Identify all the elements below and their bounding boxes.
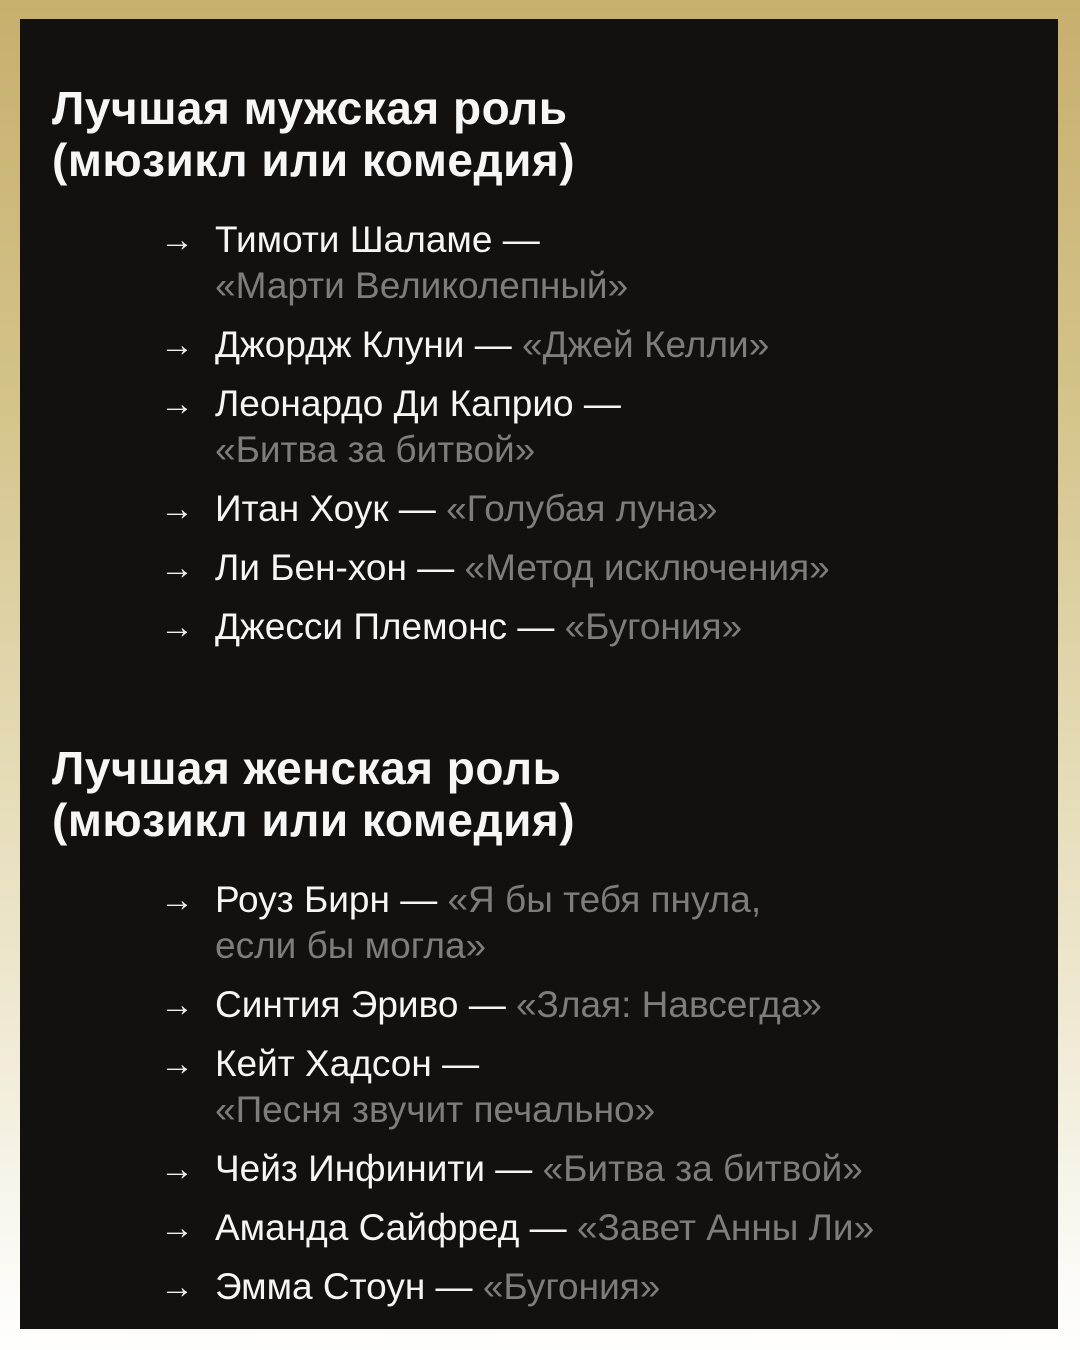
em-dash: —	[507, 605, 565, 647]
black-panel	[20, 19, 1058, 1329]
arrow-icon: →	[160, 1044, 194, 1083]
nominee-text	[215, 381, 1018, 473]
nominee-line1	[215, 219, 540, 260]
nominee-name: Ли Бен-хон	[215, 546, 407, 588]
nominee-text	[215, 1264, 1018, 1310]
nominee-line1	[215, 879, 761, 920]
section-title	[52, 82, 1018, 187]
arrow-icon: →	[160, 985, 194, 1024]
arrow-icon: →	[160, 220, 194, 259]
nominee-line1	[215, 1207, 874, 1248]
em-dash: —	[389, 878, 448, 920]
section-title-line2: (мюзикл или комедия)	[52, 134, 576, 187]
nominee-text	[215, 982, 1018, 1028]
film-title: «Бугония»	[482, 1265, 661, 1307]
film-title: «Завет Анны Ли»	[576, 1206, 875, 1248]
nominee-text	[215, 1205, 1018, 1251]
em-dash: —	[485, 1147, 543, 1189]
film-title: «Битва за битвой»	[542, 1147, 863, 1189]
film-title: «Метод исключения»	[464, 546, 830, 588]
arrow-icon: →	[160, 384, 194, 423]
section-best-actor	[52, 82, 1018, 650]
nominee-name: Леонардо Ди Каприо	[215, 382, 574, 424]
nominee-line1	[215, 383, 621, 424]
nominee-list	[160, 877, 1018, 1310]
section-title-line1: Лучшая мужская роль	[52, 82, 568, 134]
nominee-line1	[215, 1043, 479, 1084]
nominee-text	[215, 322, 1018, 368]
nominee-line1	[215, 324, 769, 365]
nominee-line1	[215, 1266, 660, 1307]
nominee-row	[160, 1041, 1018, 1133]
nominee-row	[160, 1264, 1018, 1310]
film-title-wrapped: если бы могла»	[215, 924, 487, 966]
arrow-icon: →	[160, 489, 194, 528]
nominee-list	[160, 217, 1018, 650]
nominee-row	[160, 322, 1018, 368]
nominee-row	[160, 217, 1018, 309]
film-title-wrapped: «Марти Великолепный»	[215, 264, 629, 306]
em-dash: —	[492, 218, 540, 260]
arrow-icon: →	[160, 1267, 194, 1306]
em-dash: —	[458, 983, 516, 1025]
arrow-icon: →	[160, 880, 194, 919]
nominee-row	[160, 877, 1018, 969]
film-title: «Джей Келли»	[522, 323, 770, 365]
section-title-line1: Лучшая женская роль	[52, 741, 562, 794]
nominee-name: Эмма Стоун	[215, 1265, 426, 1307]
film-title: «Бугония»	[564, 605, 743, 647]
em-dash: —	[464, 323, 523, 365]
section-best-actress	[52, 742, 1018, 1310]
film-title-wrapped: «Битва за битвой»	[215, 428, 536, 470]
arrow-icon: →	[160, 1208, 194, 1247]
card-content	[20, 19, 1058, 1310]
nominee-name: Кейт Хадсон	[215, 1042, 432, 1084]
nominee-name: Итан Хоук	[215, 487, 389, 529]
nominee-name: Чейз Инфинити	[215, 1147, 486, 1189]
arrow-icon: →	[160, 548, 194, 587]
nominee-text	[215, 217, 1018, 309]
nominee-line1	[215, 547, 830, 588]
nominee-text	[215, 877, 1018, 969]
nominee-text	[215, 1146, 1018, 1192]
em-dash: —	[431, 1042, 480, 1084]
section-title	[52, 742, 1018, 847]
nominee-name: Джесси Племонс	[215, 605, 508, 647]
section-title-line2: (мюзикл или комедия)	[52, 794, 576, 847]
em-dash: —	[406, 546, 465, 588]
film-title: «Голубая луна»	[446, 487, 718, 529]
arrow-icon: →	[160, 607, 194, 646]
nominee-line1	[215, 606, 742, 647]
arrow-icon: →	[160, 1149, 194, 1188]
arrow-icon: →	[160, 325, 194, 364]
nominee-name: Синтия Эриво	[215, 983, 459, 1025]
nominee-name: Тимоти Шаламе	[215, 218, 493, 260]
nominee-row	[160, 982, 1018, 1028]
em-dash: —	[573, 382, 621, 424]
nominee-text	[215, 486, 1018, 532]
nominee-row	[160, 604, 1018, 650]
nominee-line1	[215, 984, 822, 1025]
nominee-text	[215, 604, 1018, 650]
em-dash: —	[519, 1206, 577, 1248]
nominee-row	[160, 545, 1018, 591]
nominee-row	[160, 1146, 1018, 1192]
nominee-line1	[215, 1148, 863, 1189]
nominee-name: Джордж Клуни	[215, 323, 465, 365]
nominee-text	[215, 545, 1018, 591]
film-title-wrapped: «Песня звучит печально»	[215, 1088, 656, 1130]
em-dash: —	[425, 1265, 483, 1307]
film-title: «Злая: Навсегда»	[515, 983, 822, 1025]
em-dash: —	[388, 487, 447, 529]
film-title: «Я бы тебя пнула,	[447, 878, 762, 920]
nominee-row	[160, 486, 1018, 532]
nominee-line1	[215, 488, 717, 529]
nominee-row	[160, 381, 1018, 473]
nominee-name: Аманда Сайфред	[215, 1206, 520, 1248]
nominee-name: Роуз Бирн	[215, 878, 390, 920]
nominee-text	[215, 1041, 1018, 1133]
nominee-row	[160, 1205, 1018, 1251]
